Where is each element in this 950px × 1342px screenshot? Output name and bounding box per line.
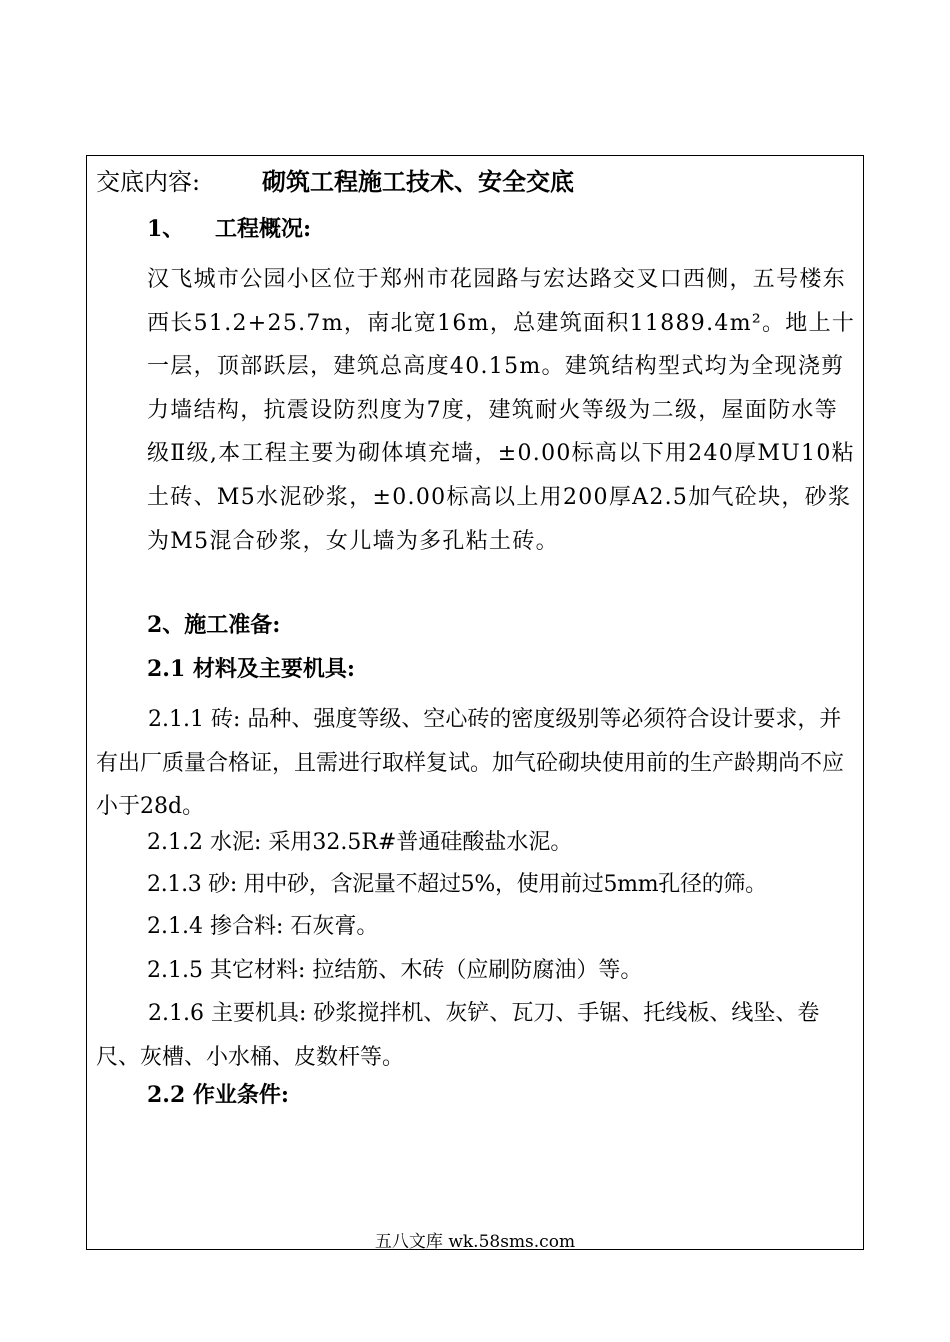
project-overview-text: 汉飞城市公园小区位于郑州市花园路与宏达路交叉口西侧，五号楼东西长51.2+25.7m，南北宽16m，总建筑面积11889.4m²。地上十一层，顶部跃层，建筑总高度40.15m。建筑结构型式均为全现浇剪力墙结构，抗震设防烈度为7度，建筑耐火等级为二级，屋面防水等级Ⅱ级,本工程主要为砌体填充墙，±0.00标高以下用240厚MU10粘土砖、M5水泥砂浆，±0.00标高以上用200厚A2.5加气砼块，砂浆为M5混合砂浆，女儿墙为多孔粘土砖。 xyxy=(147,267,856,554)
item-2-1-3-sand: 2.1.3 砂: 用中砂，含泥量不超过5%，使用前过5mm孔径的筛。 xyxy=(147,872,767,897)
section-2-1-heading: 2.1 材料及主要机具: xyxy=(147,656,356,682)
item-2-1-4-admixture: 2.1.4 掺合料: 石灰膏。 xyxy=(147,914,379,939)
item-2-1-2-cement: 2.1.2 水泥: 采用32.5R#普通硅酸盐水泥。 xyxy=(147,830,573,855)
item-2-1-6-main-tools: 2.1.6 主要机具: 砂浆搅拌机、灰铲、瓦刀、手锯、托线板、线坠、卷尺、灰槽、小水桶、皮数杆等。 xyxy=(96,1001,820,1070)
section-1-heading: 1、 工程概况: xyxy=(147,216,312,242)
document-title: 砌筑工程施工技术、安全交底 xyxy=(262,167,574,196)
section-2-2-heading: 2.2 作业条件: xyxy=(147,1082,290,1108)
item-2-1-1-bricks: 2.1.1 砖: 品种、强度等级、空心砖的密度级别等必须符合设计要求，并有出厂质量合格证，且需进行取样复试。加气砼砌块使用前的生产龄期尚不应小于28d。 xyxy=(96,707,845,820)
item-2-1-5-other-materials: 2.1.5 其它材料: 拉结筋、木砖（应刷防腐油）等。 xyxy=(147,958,643,983)
disclosure-label: 交底内容: xyxy=(96,168,201,196)
section-2-heading: 2、施工准备: xyxy=(147,612,281,638)
footer-watermark: 五八文库 wk.58sms.com xyxy=(374,1232,576,1252)
